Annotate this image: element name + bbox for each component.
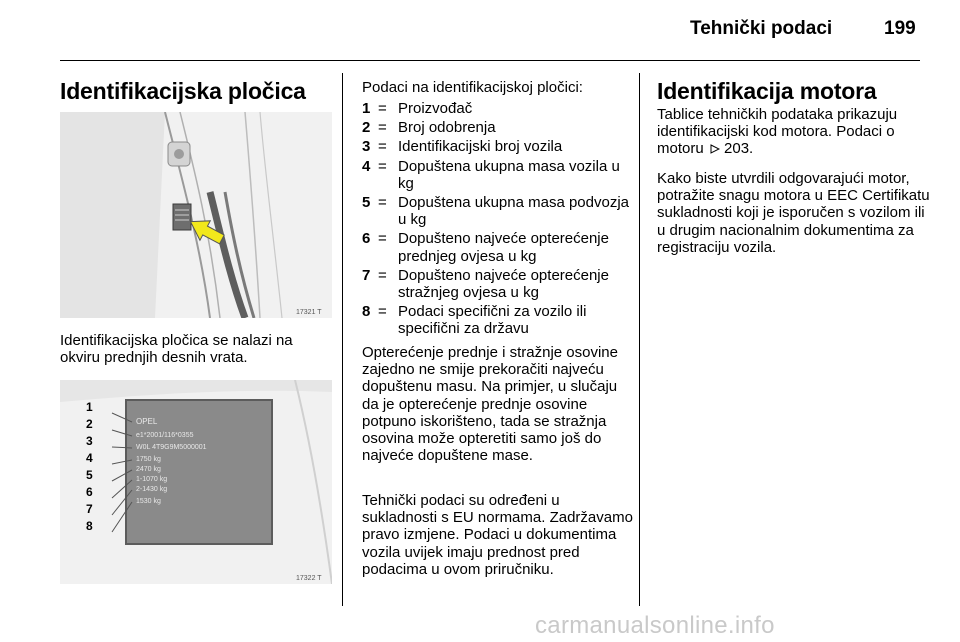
callout-number: 6 xyxy=(86,485,93,499)
legend-number: 3 xyxy=(362,138,371,156)
callout-number: 3 xyxy=(86,434,93,448)
legend-text: Identifikacijski broj vozila xyxy=(398,138,563,156)
legend-number: 8 xyxy=(362,303,371,321)
figure-door-frame xyxy=(60,112,332,318)
legend-number: 6 xyxy=(362,230,371,248)
legend-text: Dopušteno najveće opterećenje stražnjeg ovjesa u kg xyxy=(398,266,609,302)
paragraph-engine-code xyxy=(657,106,927,158)
paragraph-axle-load: Opterećenje prednje i stražnje osovine zajedno ne smije prekoračiti najveću dopuštenu masu. Na primjer, u slučaju da je opterećenje prednje osovine potpuno iskorišteno, tada se stražnja osovina može opteretiti samo još do najveće dopuštene mase. xyxy=(362,344,618,465)
plate-line: 2-1430 kg xyxy=(136,486,168,493)
legend-item xyxy=(362,119,632,136)
page-number: 199 xyxy=(884,18,916,39)
paragraph-engine-power: Kako biste utvrdili odgovarajući motor, potražite snagu motora u EEC Certifikatu sukladnosti koji je isporučen s vozilom ili u drugim nacionalnim dokumentima za registraciju vozila. xyxy=(657,170,930,256)
plate-line: 1530 kg xyxy=(136,498,161,505)
legend-number: 5 xyxy=(362,194,371,212)
legend-number: 2 xyxy=(362,119,371,137)
legend-number: 7 xyxy=(362,266,371,284)
page-reference-link[interactable]: 203. xyxy=(724,140,754,158)
legend-equals: = xyxy=(378,100,387,117)
plate-line: W0L 4T9G9M5000001 xyxy=(136,444,207,451)
legend-text: Broj odobrenja xyxy=(398,119,496,137)
figure-id-plate xyxy=(60,380,332,584)
plate-line: e1*2001/116*0355 xyxy=(136,432,194,439)
header-rule xyxy=(60,60,920,61)
legend-text: Proizvođač xyxy=(398,100,473,117)
plate-legend-list xyxy=(362,100,632,340)
legend-equals: = xyxy=(378,266,387,284)
legend-text: Dopuštena ukupna masa vozila u kg xyxy=(398,157,620,192)
callout-number: 2 xyxy=(86,417,93,431)
plate-line: 1750 kg xyxy=(136,456,161,463)
paragraph-eu-norms: Tehnički podaci su određeni u sukladnosti s EU normama. Zadržavamo pravo izmjene. Podaci u dokumentima vozila uvijek imaju prednost pred podacima u ovom priručniku. xyxy=(362,492,633,578)
column-divider-2 xyxy=(639,73,640,606)
door-frame-illustration xyxy=(60,112,332,318)
legend-item xyxy=(362,100,632,117)
figure-code-2: 17322 T xyxy=(296,575,322,582)
legend-equals: = xyxy=(378,230,387,248)
section-heading-plate: Identifikacijska pločica xyxy=(60,78,306,104)
callout-number: 5 xyxy=(86,468,93,482)
id-plate-illustration xyxy=(60,380,332,584)
header-title: Tehnički podaci xyxy=(690,18,833,39)
watermark-text: carmanualsonline.info xyxy=(535,612,775,639)
figure-code-1: 17321 T xyxy=(296,309,322,316)
legend-item xyxy=(362,138,632,155)
legend-text: Podaci specifični za vozilo ili specifični za državu xyxy=(398,303,587,338)
section-heading-engine: Identifikacija motora xyxy=(657,78,877,104)
legend-equals: = xyxy=(378,303,387,321)
legend-item xyxy=(362,267,632,301)
legend-item xyxy=(362,194,632,228)
legend-item xyxy=(362,158,632,192)
legend-intro: Podaci na identifikacijskoj pločici: xyxy=(362,79,583,96)
callout-number: 7 xyxy=(86,502,93,516)
paragraph-engine-code-text: Tablice tehničkih podataka prikazuju identifikacijski kod motora. Podaci o motoru xyxy=(657,106,898,158)
legend-number: 1 xyxy=(362,100,371,117)
legend-item xyxy=(362,230,632,264)
legend-equals: = xyxy=(378,194,387,212)
plate-line: OPEL xyxy=(136,417,158,426)
callout-number: 4 xyxy=(86,451,93,465)
callout-number: 1 xyxy=(86,400,93,414)
legend-equals: = xyxy=(378,157,387,175)
arrow-ref-icon[interactable] xyxy=(710,141,720,151)
callout-number: 8 xyxy=(86,519,93,533)
legend-text: Dopušteno najveće opterećenje prednjeg ovjesa u kg xyxy=(398,230,609,265)
column-divider-1 xyxy=(342,73,343,606)
legend-item xyxy=(362,303,632,337)
legend-equals: = xyxy=(378,138,387,156)
legend-text: Dopuštena ukupna masa podvozja u kg xyxy=(398,194,629,229)
legend-number: 4 xyxy=(362,157,371,175)
legend-equals: = xyxy=(378,119,387,137)
plate-line: 2470 kg xyxy=(136,466,161,473)
caption-plate-location: Identifikacijska pločica se nalazi na okviru prednjih desnih vrata. xyxy=(60,332,293,367)
plate-line: 1-1070 kg xyxy=(136,476,168,483)
